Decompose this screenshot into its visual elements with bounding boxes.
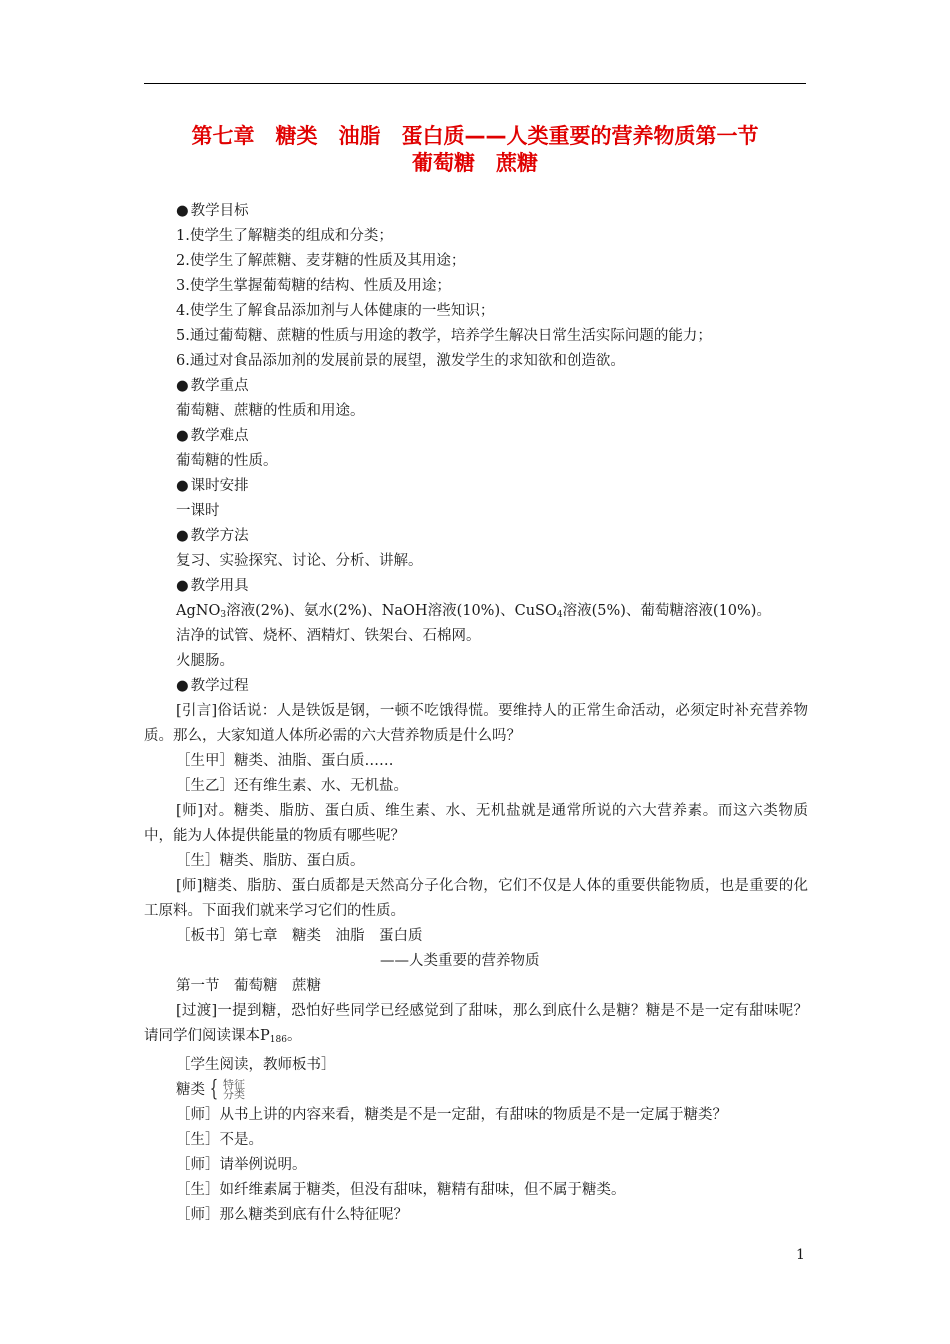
goal-item: 5.通过葡萄糖、蔗糖的性质与用途的教学，培养学生解决日常生活实际问题的能力； — [176, 328, 712, 344]
bullet-icon: ● — [176, 203, 189, 219]
board-line: ［板书］第七章 糖类 油脂 蛋白质 — [176, 928, 423, 944]
tools-line-reagents: AgNO$_3$溶液(2%)、氨水(2%)、NaOH溶液(10%)、CuSO$_4$溶液(5%)、葡萄糖溶液(10%)。 — [176, 603, 771, 620]
schedule-text: 一课时 — [176, 503, 220, 519]
bullet-icon: ● — [176, 378, 189, 394]
bullet-icon: ● — [176, 578, 189, 594]
goal-item: 2.使学生了解蔗糖、麦芽糖的性质及其用途； — [176, 253, 466, 269]
dialogue-line: ［学生阅读，教师板书］ — [176, 1057, 336, 1073]
goal-item: 4.使学生了解食品添加剂与人体健康的一些知识； — [176, 303, 495, 319]
goal-item: 1.使学生了解糖类的组成和分类； — [176, 228, 393, 244]
section-heading-schedule: ● 课时安排 — [176, 478, 249, 494]
board-brace-line — [144, 1078, 808, 1103]
bullet-icon: ● — [176, 528, 189, 544]
paragraph-intro: [引言]俗话说：人是铁饭是钢，一顿不吃饿得慌。要维持人的正常生命活动，必须定时补充营养物质。那么，大家知道人体所必需的六大营养物质是什么吗？ — [144, 703, 808, 744]
section-heading-process: ● 教学过程 — [176, 678, 249, 694]
paragraph-transition: [过渡]一提到糖，恐怕好些同学已经感觉到了甜味，那么到底什么是糖？糖是不是一定有甜味呢？请同学们阅读课本$P_{186}$。 — [144, 1003, 808, 1045]
dialogue-line: ［生乙］还有维生素、水、无机盐。 — [176, 778, 408, 794]
dialogue-line: ［生］糖类、脂肪、蛋白质。 — [176, 853, 365, 869]
dialogue-line: ［生］如纤维素属于糖类，但没有甜味，糖精有甜味，但不属于糖类。 — [176, 1182, 626, 1198]
key-points-text: 葡萄糖、蔗糖的性质和用途。 — [176, 403, 365, 419]
tools-line-food: 火腿肠。 — [176, 653, 234, 669]
title-line-1: 第七章 糖类 油脂 蛋白质——人类重要的营养物质第一节 — [191, 124, 759, 148]
section-heading-goals: ● 教学目标 — [176, 203, 249, 219]
method-text: 复习、实验探究、讨论、分析、讲解。 — [176, 553, 423, 569]
section-heading-tools: ● 教学用具 — [176, 578, 249, 594]
board-subtitle: ——人类重要的营养物质 — [380, 953, 540, 969]
brace-icon: { 特征 分类 — [209, 1078, 245, 1102]
bullet-icon: ● — [176, 428, 189, 444]
tools-line-equipment: 洁净的试管、烧杯、酒精灯、铁架台、石棉网。 — [176, 628, 481, 644]
dialogue-line: ［师］从书上讲的内容来看，糖类是不是一定甜，有甜味的物质是不是一定属于糖类？ — [176, 1107, 727, 1123]
goal-item: 6.通过对食品添加剂的发展前景的展望，激发学生的求知欲和创造欲。 — [176, 353, 625, 369]
board-section: 第一节 葡萄糖 蔗糖 — [176, 978, 321, 994]
page-number: 1 — [796, 1247, 805, 1263]
header-rule — [144, 83, 806, 84]
paragraph-teacher: [师]对。糖类、脂肪、蛋白质、维生素、水、无机盐就是通常所说的六大营养素。而这六类物质中，能为人体提供能量的物质有哪些呢？ — [144, 803, 808, 844]
dialogue-line: ［师］那么糖类到底有什么特征呢？ — [176, 1207, 408, 1223]
section-heading-method: ● 教学方法 — [176, 528, 249, 544]
difficulty-text: 葡萄糖的性质。 — [176, 453, 278, 469]
section-heading-difficulty: ● 教学难点 — [176, 428, 249, 444]
dialogue-line: ［生甲］糖类、油脂、蛋白质…… — [176, 753, 394, 769]
dialogue-line: ［生］不是。 — [176, 1132, 263, 1148]
title-line-2: 葡萄糖 蔗糖 — [412, 151, 538, 175]
brace-label: 糖类 — [176, 1082, 205, 1098]
page-title — [144, 123, 806, 177]
document-body — [144, 199, 808, 1228]
section-heading-key-points: ● 教学重点 — [176, 378, 249, 394]
goal-item: 3.使学生掌握葡萄糖的结构、性质及用途； — [176, 278, 451, 294]
bullet-icon: ● — [176, 678, 189, 694]
bullet-icon: ● — [176, 478, 189, 494]
dialogue-line: ［师］请举例说明。 — [176, 1157, 307, 1173]
paragraph-teacher: [师]糖类、脂肪、蛋白质都是天然高分子化合物，它们不仅是人体的重要供能物质，也是重要的化工原料。下面我们就来学习它们的性质。 — [144, 878, 808, 919]
